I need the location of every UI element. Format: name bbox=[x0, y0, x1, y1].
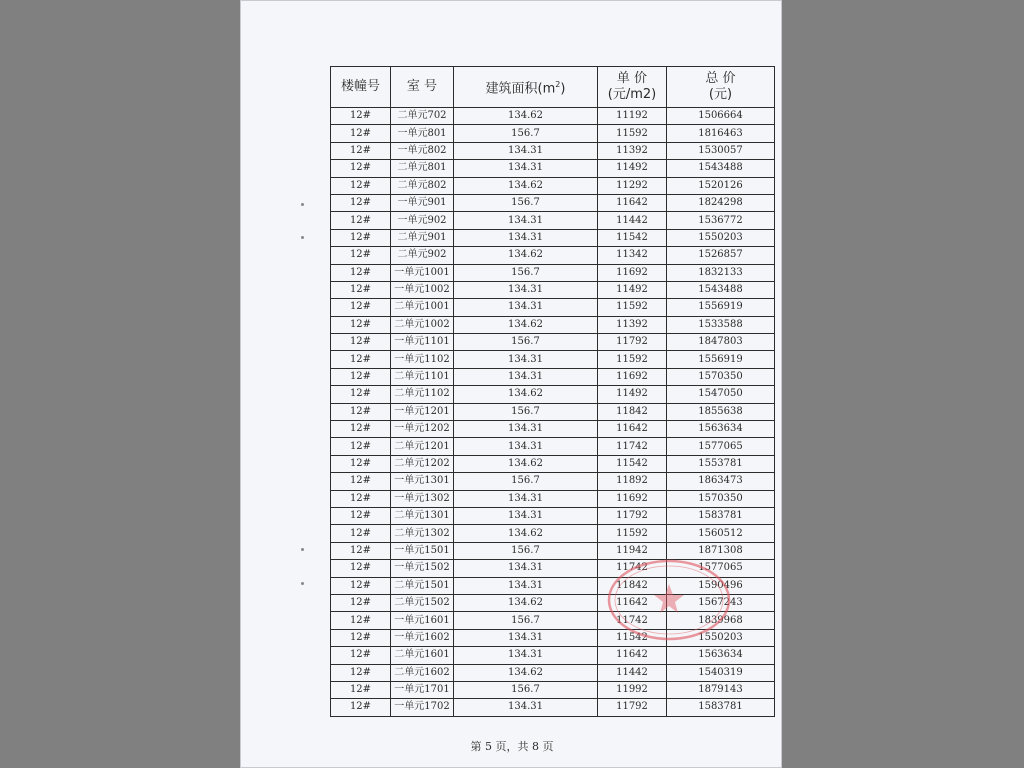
table-row bbox=[331, 299, 775, 316]
cell-total-price: 1577065 bbox=[667, 438, 775, 455]
cell-area: 156.7 bbox=[454, 681, 598, 698]
cell-building: 12# bbox=[331, 299, 391, 316]
cell-unit-price: 11642 bbox=[598, 647, 667, 664]
price-table bbox=[330, 66, 775, 717]
cell-area: 156.7 bbox=[454, 612, 598, 629]
cell-total-price: 1847803 bbox=[667, 334, 775, 351]
cell-total-price: 1824298 bbox=[667, 194, 775, 211]
cell-room: 二单元1101 bbox=[391, 368, 454, 385]
cell-unit-price: 11192 bbox=[598, 108, 667, 125]
cell-area: 134.62 bbox=[454, 316, 598, 333]
cell-area: 134.31 bbox=[454, 142, 598, 159]
cell-unit-price: 11742 bbox=[598, 560, 667, 577]
cell-building: 12# bbox=[331, 629, 391, 646]
cell-area: 134.31 bbox=[454, 299, 598, 316]
table-header-row bbox=[331, 67, 775, 108]
table-row bbox=[331, 281, 775, 298]
cell-building: 12# bbox=[331, 316, 391, 333]
cell-room: 二单元1302 bbox=[391, 525, 454, 542]
table-row bbox=[331, 629, 775, 646]
cell-building: 12# bbox=[331, 125, 391, 142]
cell-unit-price: 11792 bbox=[598, 334, 667, 351]
cell-total-price: 1839968 bbox=[667, 612, 775, 629]
cell-total-price: 1547050 bbox=[667, 386, 775, 403]
cell-unit-price: 11642 bbox=[598, 421, 667, 438]
table-row bbox=[331, 560, 775, 577]
cell-unit-price: 11742 bbox=[598, 612, 667, 629]
cell-building: 12# bbox=[331, 490, 391, 507]
cell-area: 134.31 bbox=[454, 351, 598, 368]
cell-area: 134.31 bbox=[454, 560, 598, 577]
cell-total-price: 1863473 bbox=[667, 473, 775, 490]
cell-room: 一单元1301 bbox=[391, 473, 454, 490]
table-row bbox=[331, 386, 775, 403]
header-total-price: 总 价 (元) bbox=[667, 67, 775, 108]
cell-total-price: 1816463 bbox=[667, 125, 775, 142]
cell-total-price: 1550203 bbox=[667, 229, 775, 246]
cell-unit-price: 11642 bbox=[598, 594, 667, 611]
cell-building: 12# bbox=[331, 108, 391, 125]
header-area: 建筑面积$(m^2)$ bbox=[454, 67, 598, 108]
cell-area: 134.62 bbox=[454, 594, 598, 611]
cell-area: 134.31 bbox=[454, 647, 598, 664]
cell-total-price: 1540319 bbox=[667, 664, 775, 681]
cell-unit-price: 11392 bbox=[598, 316, 667, 333]
cell-room: 一单元901 bbox=[391, 194, 454, 211]
cell-unit-price: 11592 bbox=[598, 125, 667, 142]
cell-area: 134.31 bbox=[454, 577, 598, 594]
table-row bbox=[331, 681, 775, 698]
cell-total-price: 1543488 bbox=[667, 160, 775, 177]
cell-building: 12# bbox=[331, 507, 391, 524]
cell-unit-price: 11442 bbox=[598, 212, 667, 229]
cell-room: 一单元1202 bbox=[391, 421, 454, 438]
cell-room: 一单元1702 bbox=[391, 699, 454, 716]
cell-total-price: 1533588 bbox=[667, 316, 775, 333]
cell-room: 二单元902 bbox=[391, 247, 454, 264]
cell-building: 12# bbox=[331, 455, 391, 472]
cell-area: 134.31 bbox=[454, 438, 598, 455]
cell-area: 134.62 bbox=[454, 108, 598, 125]
table-row bbox=[331, 264, 775, 281]
header-unit-price: 单 价 (元/m2) bbox=[598, 67, 667, 108]
cell-room: 一单元1502 bbox=[391, 560, 454, 577]
cell-room: 二单元1202 bbox=[391, 455, 454, 472]
cell-total-price: 1855638 bbox=[667, 403, 775, 420]
cell-unit-price: 11392 bbox=[598, 142, 667, 159]
cell-area: 156.7 bbox=[454, 334, 598, 351]
table-row bbox=[331, 403, 775, 420]
cell-area: 134.62 bbox=[454, 177, 598, 194]
cell-area: 134.62 bbox=[454, 455, 598, 472]
cell-room: 一单元1302 bbox=[391, 490, 454, 507]
cell-room: 一单元1602 bbox=[391, 629, 454, 646]
table-row bbox=[331, 455, 775, 472]
table-row bbox=[331, 247, 775, 264]
table-row bbox=[331, 229, 775, 246]
cell-building: 12# bbox=[331, 177, 391, 194]
cell-unit-price: 11992 bbox=[598, 681, 667, 698]
table-row bbox=[331, 647, 775, 664]
cell-total-price: 1832133 bbox=[667, 264, 775, 281]
cell-building: 12# bbox=[331, 681, 391, 698]
cell-area: 134.31 bbox=[454, 229, 598, 246]
cell-area: 156.7 bbox=[454, 194, 598, 211]
table-row bbox=[331, 438, 775, 455]
cell-area: 156.7 bbox=[454, 125, 598, 142]
table-row bbox=[331, 160, 775, 177]
table-row bbox=[331, 142, 775, 159]
table-row bbox=[331, 334, 775, 351]
cell-unit-price: 11292 bbox=[598, 177, 667, 194]
cell-room: 二单元1201 bbox=[391, 438, 454, 455]
cell-building: 12# bbox=[331, 194, 391, 211]
header-room: 室 号 bbox=[391, 67, 454, 108]
cell-room: 二单元802 bbox=[391, 177, 454, 194]
cell-unit-price: 11342 bbox=[598, 247, 667, 264]
cell-area: 134.31 bbox=[454, 629, 598, 646]
cell-room: 一单元801 bbox=[391, 125, 454, 142]
cell-total-price: 1583781 bbox=[667, 699, 775, 716]
cell-total-price: 1570350 bbox=[667, 490, 775, 507]
cell-building: 12# bbox=[331, 160, 391, 177]
cell-building: 12# bbox=[331, 473, 391, 490]
cell-unit-price: 11892 bbox=[598, 473, 667, 490]
cell-unit-price: 11692 bbox=[598, 368, 667, 385]
cell-room: 一单元1201 bbox=[391, 403, 454, 420]
cell-area: 156.7 bbox=[454, 403, 598, 420]
table-row bbox=[331, 594, 775, 611]
cell-unit-price: 11492 bbox=[598, 281, 667, 298]
cell-unit-price: 11642 bbox=[598, 194, 667, 211]
cell-total-price: 1567243 bbox=[667, 594, 775, 611]
cell-building: 12# bbox=[331, 699, 391, 716]
cell-unit-price: 11592 bbox=[598, 299, 667, 316]
cell-total-price: 1556919 bbox=[667, 299, 775, 316]
table-row bbox=[331, 542, 775, 559]
cell-unit-price: 11492 bbox=[598, 386, 667, 403]
table-row bbox=[331, 351, 775, 368]
cell-area: 156.7 bbox=[454, 473, 598, 490]
cell-building: 12# bbox=[331, 386, 391, 403]
cell-building: 12# bbox=[331, 142, 391, 159]
cell-unit-price: 11692 bbox=[598, 490, 667, 507]
cell-total-price: 1556919 bbox=[667, 351, 775, 368]
cell-unit-price: 11692 bbox=[598, 264, 667, 281]
table-row bbox=[331, 421, 775, 438]
table-row bbox=[331, 664, 775, 681]
table-row bbox=[331, 525, 775, 542]
cell-room: 二单元801 bbox=[391, 160, 454, 177]
cell-area: 134.62 bbox=[454, 386, 598, 403]
cell-room: 一单元1101 bbox=[391, 334, 454, 351]
cell-building: 12# bbox=[331, 229, 391, 246]
cell-area: 134.31 bbox=[454, 507, 598, 524]
table-row bbox=[331, 177, 775, 194]
cell-building: 12# bbox=[331, 264, 391, 281]
cell-building: 12# bbox=[331, 403, 391, 420]
cell-unit-price: 11442 bbox=[598, 664, 667, 681]
table-row bbox=[331, 612, 775, 629]
cell-unit-price: 11592 bbox=[598, 525, 667, 542]
cell-total-price: 1583781 bbox=[667, 507, 775, 524]
cell-room: 二单元1502 bbox=[391, 594, 454, 611]
cell-area: 134.31 bbox=[454, 281, 598, 298]
table-row bbox=[331, 108, 775, 125]
cell-unit-price: 11542 bbox=[598, 629, 667, 646]
binding-hole-mark bbox=[301, 203, 304, 206]
cell-room: 一单元802 bbox=[391, 142, 454, 159]
cell-area: 134.62 bbox=[454, 664, 598, 681]
cell-building: 12# bbox=[331, 438, 391, 455]
cell-total-price: 1570350 bbox=[667, 368, 775, 385]
cell-room: 一单元1002 bbox=[391, 281, 454, 298]
cell-building: 12# bbox=[331, 594, 391, 611]
cell-building: 12# bbox=[331, 647, 391, 664]
cell-room: 一单元1102 bbox=[391, 351, 454, 368]
cell-room: 二单元1301 bbox=[391, 507, 454, 524]
cell-building: 12# bbox=[331, 542, 391, 559]
cell-total-price: 1543488 bbox=[667, 281, 775, 298]
cell-room: 二单元702 bbox=[391, 108, 454, 125]
cell-building: 12# bbox=[331, 212, 391, 229]
cell-area: 156.7 bbox=[454, 542, 598, 559]
cell-room: 二单元1501 bbox=[391, 577, 454, 594]
cell-total-price: 1553781 bbox=[667, 455, 775, 472]
cell-total-price: 1550203 bbox=[667, 629, 775, 646]
cell-building: 12# bbox=[331, 525, 391, 542]
cell-total-price: 1520126 bbox=[667, 177, 775, 194]
table-row bbox=[331, 699, 775, 716]
table-row bbox=[331, 507, 775, 524]
cell-total-price: 1879143 bbox=[667, 681, 775, 698]
cell-building: 12# bbox=[331, 334, 391, 351]
binding-hole-mark bbox=[301, 236, 304, 239]
cell-unit-price: 11542 bbox=[598, 229, 667, 246]
cell-area: 134.31 bbox=[454, 212, 598, 229]
cell-building: 12# bbox=[331, 560, 391, 577]
cell-total-price: 1563634 bbox=[667, 421, 775, 438]
header-building: 楼幢号 bbox=[331, 67, 391, 108]
cell-unit-price: 11942 bbox=[598, 542, 667, 559]
cell-total-price: 1526857 bbox=[667, 247, 775, 264]
cell-total-price: 1871308 bbox=[667, 542, 775, 559]
cell-building: 12# bbox=[331, 612, 391, 629]
page-number: 第 5 页，共 8 页 bbox=[470, 740, 554, 753]
cell-unit-price: 11492 bbox=[598, 160, 667, 177]
table-row bbox=[331, 490, 775, 507]
cell-room: 二单元901 bbox=[391, 229, 454, 246]
table-row bbox=[331, 212, 775, 229]
table-row bbox=[331, 194, 775, 211]
cell-area: 134.31 bbox=[454, 160, 598, 177]
cell-area: 134.31 bbox=[454, 699, 598, 716]
cell-area: 134.62 bbox=[454, 247, 598, 264]
cell-room: 二单元1102 bbox=[391, 386, 454, 403]
cell-unit-price: 11792 bbox=[598, 699, 667, 716]
cell-building: 12# bbox=[331, 351, 391, 368]
table-row bbox=[331, 368, 775, 385]
cell-area: 156.7 bbox=[454, 264, 598, 281]
cell-total-price: 1577065 bbox=[667, 560, 775, 577]
table-row bbox=[331, 473, 775, 490]
cell-room: 一单元902 bbox=[391, 212, 454, 229]
cell-total-price: 1536772 bbox=[667, 212, 775, 229]
table-row bbox=[331, 125, 775, 142]
cell-room: 一单元1001 bbox=[391, 264, 454, 281]
cell-unit-price: 11592 bbox=[598, 351, 667, 368]
cell-room: 二单元1001 bbox=[391, 299, 454, 316]
cell-total-price: 1560512 bbox=[667, 525, 775, 542]
cell-area: 134.62 bbox=[454, 525, 598, 542]
cell-building: 12# bbox=[331, 421, 391, 438]
cell-unit-price: 11792 bbox=[598, 507, 667, 524]
cell-area: 134.31 bbox=[454, 421, 598, 438]
table-row bbox=[331, 577, 775, 594]
cell-total-price: 1563634 bbox=[667, 647, 775, 664]
cell-total-price: 1530057 bbox=[667, 142, 775, 159]
cell-room: 二单元1002 bbox=[391, 316, 454, 333]
cell-room: 二单元1601 bbox=[391, 647, 454, 664]
cell-room: 一单元1601 bbox=[391, 612, 454, 629]
cell-building: 12# bbox=[331, 247, 391, 264]
cell-building: 12# bbox=[331, 577, 391, 594]
binding-hole-mark bbox=[301, 548, 304, 551]
cell-room: 二单元1602 bbox=[391, 664, 454, 681]
cell-total-price: 1590496 bbox=[667, 577, 775, 594]
table-row bbox=[331, 316, 775, 333]
cell-unit-price: 11842 bbox=[598, 577, 667, 594]
cell-area: 134.31 bbox=[454, 368, 598, 385]
binding-hole-mark bbox=[301, 582, 304, 585]
cell-area: 134.31 bbox=[454, 490, 598, 507]
cell-room: 一单元1501 bbox=[391, 542, 454, 559]
cell-unit-price: 11842 bbox=[598, 403, 667, 420]
cell-total-price: 1506664 bbox=[667, 108, 775, 125]
cell-unit-price: 11742 bbox=[598, 438, 667, 455]
cell-building: 12# bbox=[331, 664, 391, 681]
cell-building: 12# bbox=[331, 281, 391, 298]
cell-building: 12# bbox=[331, 368, 391, 385]
cell-unit-price: 11542 bbox=[598, 455, 667, 472]
cell-room: 一单元1701 bbox=[391, 681, 454, 698]
